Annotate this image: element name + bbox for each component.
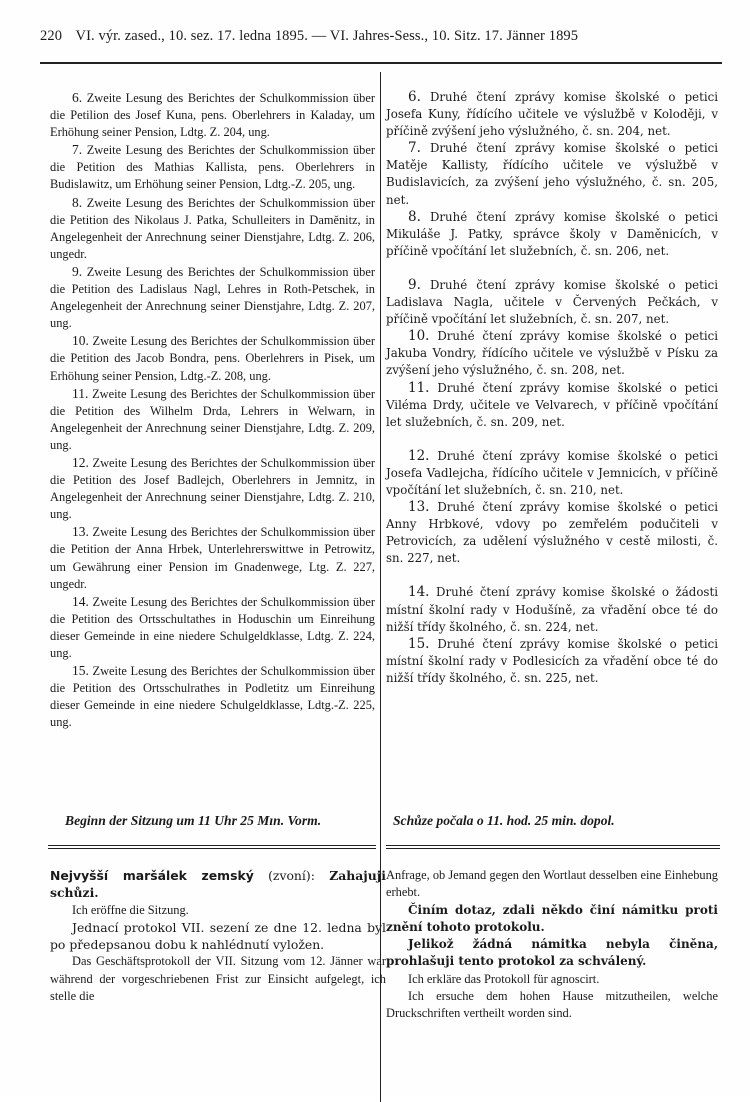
protocol-german: Das Geschäftsprotokoll der VII. Sitzung vom 12. Jänner war während der vorgeschriebenen Frist zur Einsicht aufgelegt, ich stelle die (50, 954, 386, 1004)
agenda-item (386, 209, 718, 260)
agenda-item-text: Druhé čtení zprávy komise školské o žádosti místní školní rady v Hodušíně, za vřadění obce té do nižší třídy školného, č. sn. 224, net. (386, 585, 718, 634)
agenda-item-text: Zweite Lesung des Berichtes der Schulkommission über die Petition des Mathias Kallista, pens. Oberlehrers in Budislawitz, um Erhöhung seiner Pension, Ldtg.-Z. 205, ung. (50, 143, 375, 192)
proceedings-right (386, 867, 718, 1023)
printed-matter-request: Ich ersuche dem hohen Hause mitzutheilen, welche Druckschriften vertheilt worden sind. (386, 989, 718, 1021)
inquiry-german: Anfrage, ob Jemand gegen den Wortlaut desselben eine Einhebung erhebt. (386, 868, 718, 900)
agenda-item-number: 7. (408, 140, 421, 157)
header-rule (40, 62, 722, 64)
session-start-czech: Schůze počala o 11. hod. 25 min. dopol. (393, 813, 615, 828)
section-rule-left (48, 845, 376, 846)
inquiry-czech: Činím dotaz, zdali někdo činí námitku proti znění tohoto protokolu. (386, 902, 718, 934)
agenda-item (50, 454, 375, 523)
agenda-item-number: 11. (72, 385, 89, 401)
agenda-item-text: Zweite Lesung des Berichtes der Schulkommission über die Petition des Ladislaus Nagl, Lehres in Roth-Petschek, in Angelegenheit der Anrechnung seiner Dienstjahre, Ldtg. Z. 207, ung. (50, 264, 375, 331)
spacer (386, 567, 718, 584)
agenda-item-number: 9. (408, 276, 421, 293)
agenda-item-text: Druhé čtení zprávy komise školské o petici Anny Hrbkové, vdovy po zemřelém podučiteli v Petrovicích, za udělení výslužného v cestě milosti, č. sn. 227, net. (386, 500, 719, 566)
page-number: 220 (40, 28, 63, 44)
session-start-german: Beginn der Sitzung um 11 Uhr 25 Mın. Vorm. (65, 813, 322, 828)
agenda-item-text: Druhé čtení zprávy komise školské o petici Mikuláše J. Patky, správce školy v Daměnicích, v příčině vpočítání let služebních, č. sn. 206, net. (386, 209, 718, 258)
agenda-item (50, 263, 375, 332)
agenda-item-text: Zweite Lesung des Berichtes der Schulkommission über die Petition des Jacob Bondra, pens. Oberlehrers in Pisek, um Erhöhung seiner Pension, Ldtg.-Z. 208, ung. (50, 334, 375, 383)
agenda-item-number: 8. (408, 208, 421, 225)
approval-czech: Jelikož žádná námitka nebyla činěna, prohlašuji tento protokol za schválený. (386, 937, 718, 969)
speaker-action: (zvoní): (268, 868, 315, 883)
agenda-item-number: 10. (408, 328, 430, 345)
agenda-item-number: 11. (408, 379, 430, 396)
agenda-item-number: 9. (72, 263, 83, 279)
agenda-item-number: 8. (72, 194, 83, 210)
agenda-item-text: Zweite Lesung des Berichtes der Schulkommission über die Petition des Ortsschultathes in Hoduschin um Einreihung dieser Gemeinde in eine niedere Schulgeldklasse, Ldtg. Z. 224, ung. (50, 594, 375, 660)
agenda-item-number: 13. (408, 499, 430, 516)
agenda-item-number: 6. (72, 90, 83, 105)
agenda-item (50, 523, 375, 592)
agenda-item-text: Zweite Lesung des Berichtes der Schulkommission über die Petilion des Josef Kuna, pens. Oberlehrers in Kaladay, um Erhöhung seiner Pension, Ldtg. Z. 204, ung. (50, 91, 375, 140)
spacer (386, 431, 718, 448)
agenda-item-text: Druhé čtení zprávy komise školské o petici Viléma Drdy, učitele ve Velvarech, v příčině vpočítání let služebních, č. sn. 209, net. (386, 380, 719, 429)
speaker-paragraph (50, 867, 386, 902)
agenda-item-number: 14. (408, 584, 430, 601)
section-rule-right (386, 845, 720, 846)
agenda-item-number: 15. (72, 663, 89, 679)
speaker-name: Nejvyšší maršálek zemský (50, 868, 254, 883)
agenda-item (50, 141, 375, 193)
agenda-item-number: 12. (408, 447, 430, 464)
agenda-item (386, 636, 718, 687)
agenda-item-number: 10. (72, 333, 89, 349)
agenda-item-number: 12. (72, 454, 89, 470)
agenda-item-number: 15. (408, 635, 430, 652)
agenda-item-text: Zweite Lesung des Berichtes der Schulkommission über die Petition des Josef Badlejch, Oberlehrers in Jemnitz, in Angelegenheit der Anrechnung seiner Dienstjahre, Ldtg. Z. 210, ung. (50, 455, 375, 522)
agenda-item-number: 14. (72, 593, 89, 609)
agenda-item (50, 332, 375, 384)
agenda-item (50, 194, 375, 263)
header-german: VI. Jahres-Sess., 10. Sitz. 17. Jänner 1895 (329, 28, 579, 44)
agenda-item-number: 7. (72, 142, 83, 158)
header-czech: VI. výr. zased., 10. sez. 17. ledna 1895. (75, 28, 308, 44)
czech-agenda-column (386, 89, 718, 687)
agenda-item-text: Druhé čtení zprávy komise školské o petici místní školní rady v Podlesicích za vřadění obce té do nižší třídy školného, č. sn. 225, net. (386, 636, 719, 685)
header-dash: — (311, 28, 327, 44)
agenda-item (50, 89, 375, 141)
agenda-item-text: Druhé čtení zprávy komise školské o petici Matěje Kallisty, řídícího učitele ve výslužbě v Budislavicích, za zvýšení jeho výslužného, č. sn. 205, net. (386, 141, 718, 207)
agenda-item (386, 140, 718, 208)
agenda-item (386, 448, 718, 499)
german-agenda-column (50, 89, 375, 731)
protocol-czech: Jednací protokol VII. sezení ze dne 12. ledna byl po předepsanou dobu k nahlédnutí vyložen. (50, 919, 386, 953)
agenda-item-text: Druhé čtení zprávy komise školské o petici Josefa Kuny, řídícího učitele ve výslužbě v Koloději, v příčině zvýšení jeho výslužného, č. sn. 204, net. (386, 90, 718, 139)
agenda-item-text: Druhé čtení zprávy komise školské o petici Jakuba Vondry, řídícího učitele ve výslužbě v Písku za zvýšení jeho výslužného, č. sn. 208, net. (386, 329, 719, 378)
agenda-item-text: Zweite Lesung des Berichtes der Schulkommission über die Petition des Ortsschulrathes in Podletitz um Einreihung dieser Gemeinde in eine niedere Schulgeldklasse, Ldtg.-Z. 225, ung. (50, 664, 375, 730)
agenda-item (386, 584, 718, 635)
spacer (386, 260, 718, 277)
agenda-item (50, 662, 375, 731)
opening-czech: Zahajuji schůzi. (50, 868, 386, 901)
proceedings-left (50, 867, 386, 1005)
agenda-item (50, 593, 375, 662)
agenda-item (386, 328, 718, 379)
agenda-item-number: 13. (72, 524, 89, 540)
agenda-item-number: 6. (408, 89, 421, 105)
agenda-item (386, 89, 718, 140)
agenda-item-text: Zweite Lesung des Berichtes der Schulkommission über die Petition des Wilhelm Drda, Lehrers in Welwarn, in Angelegenheit der Anrechnung seiner Dienstjahre, Ldtg. Z. 209, ung. (50, 386, 375, 452)
agenda-item (50, 385, 375, 454)
agenda-item (386, 499, 718, 567)
agenda-item-text: Druhé čtení zprávy komise školské o petici Josefa Vadlejcha, řídícího učitele v Jemnicích, v příčině vpočítání let služebních, č. sn. 210, net. (386, 448, 719, 497)
agenda-item-text: Zweite Lesung des Berichtes der Schulkommission über die Petition des Nikolaus J. Patka, Schulleiters in Daměnitz, in Angelegenheit der Anrechnung seiner Dienstjahre, Ldtg. Z. 206, ungedr. (50, 195, 375, 261)
running-header (40, 28, 720, 45)
approval-german: Ich erkläre das Protokoll für agnoscirt. (408, 971, 600, 986)
agenda-item-text: Druhé čtení zprávy komise školské o petici Ladislava Nagla, učitele v Červených Pečkách, v příčině vpočítání let služebních, č. sn. 207, net. (386, 277, 718, 327)
agenda-item-text: Zweite Lesung des Berichtes der Schulkommission über die Petition der Anna Hrbek, Unterlehrerswittwe in Petrowitz, um Gewährung einer Pension im Gnadenwege, Ltg. Z. 227, ungedr. (50, 525, 375, 591)
agenda-item (386, 277, 718, 328)
opening-german: Ich eröffne die Sitzung. (72, 902, 189, 917)
agenda-item (386, 380, 718, 431)
